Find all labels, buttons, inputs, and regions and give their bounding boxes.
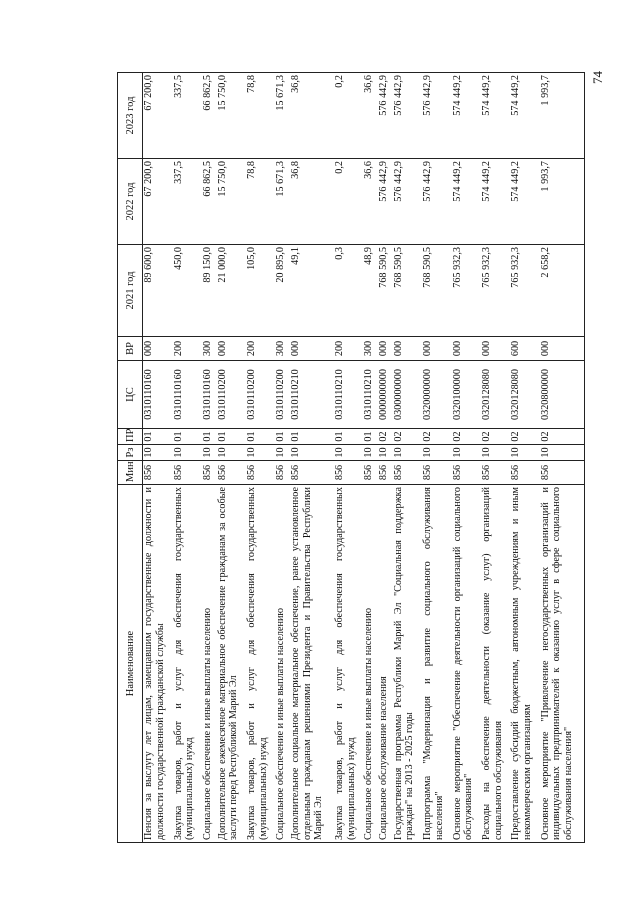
cell-y2023: 78,8 xyxy=(246,73,275,159)
cell-y2022: 574 449,2 xyxy=(452,159,481,245)
cell-min: 856 xyxy=(217,461,246,485)
cell-pr: 02 xyxy=(510,429,539,445)
cell-name: Предоставление субсидий бюджетным, автономным учреждениям и иным некоммерческим организациям xyxy=(510,485,539,843)
cell-vr: 000 xyxy=(217,337,246,361)
table-row xyxy=(452,73,481,843)
cell-y2021: 105,0 xyxy=(246,245,275,337)
table-row xyxy=(143,73,173,843)
table-row xyxy=(481,73,510,843)
cell-min: 856 xyxy=(422,461,451,485)
table-row xyxy=(510,73,539,843)
header-pr: ПР xyxy=(118,429,143,445)
cell-min: 856 xyxy=(540,461,584,485)
cell-rz: 10 xyxy=(275,445,290,461)
cell-y2023: 574 449,2 xyxy=(481,73,510,159)
cell-name: Дополнительное ежемесячное материальное обеспечение гражданам за особые заслуги перед Республикой Марий Эл xyxy=(217,485,246,843)
table-row xyxy=(378,73,393,843)
cell-cs: 0310110160 xyxy=(143,361,173,429)
cell-y2023: 36,6 xyxy=(363,73,378,159)
cell-y2021: 450,0 xyxy=(173,245,202,337)
cell-min: 856 xyxy=(363,461,378,485)
cell-y2021: 48,9 xyxy=(363,245,378,337)
cell-name: Закупка товаров, работ и услуг для обеспечения государственных (муниципальных) нужд xyxy=(173,485,202,843)
cell-min: 856 xyxy=(334,461,363,485)
cell-y2022: 15 671,3 xyxy=(275,159,290,245)
cell-rz: 10 xyxy=(452,445,481,461)
cell-y2021: 0,3 xyxy=(334,245,363,337)
table-row xyxy=(275,73,290,843)
cell-min: 856 xyxy=(246,461,275,485)
cell-vr: 000 xyxy=(422,337,451,361)
cell-pr: 02 xyxy=(378,429,393,445)
cell-vr: 000 xyxy=(540,337,584,361)
cell-rz: 10 xyxy=(334,445,363,461)
cell-min: 856 xyxy=(393,461,422,485)
cell-name: Дополнительное социальное материальное обеспечение, ранее установленное отдельным гражданам решениями Президента и Правительства Республики Марий Эл xyxy=(290,485,334,843)
cell-cs: 0310110200 xyxy=(246,361,275,429)
cell-name: Расходы на обеспечение деятельности (оказание услуг) организаций социального обслуживания xyxy=(481,485,510,843)
header-cs: ЦС xyxy=(118,361,143,429)
cell-y2022: 576 442,9 xyxy=(393,159,422,245)
cell-vr: 200 xyxy=(334,337,363,361)
cell-name: Социальное обслуживание населения xyxy=(378,485,393,843)
cell-y2022: 67 200,0 xyxy=(143,159,173,245)
cell-y2022: 78,8 xyxy=(246,159,275,245)
cell-y2022: 36,8 xyxy=(290,159,334,245)
cell-y2021: 765 932,3 xyxy=(481,245,510,337)
header-vr: ВР xyxy=(118,337,143,361)
cell-name: Основное мероприятие "Обеспечение деятельности организаций социального обслуживания" xyxy=(452,485,481,843)
cell-cs: 0320000000 xyxy=(422,361,451,429)
cell-name: Социальное обеспечение и иные выплаты населению xyxy=(275,485,290,843)
table-row xyxy=(290,73,334,843)
cell-y2023: 15 750,0 xyxy=(217,73,246,159)
cell-y2022: 576 442,9 xyxy=(422,159,451,245)
rotated-table-container xyxy=(117,73,585,843)
table-row xyxy=(202,73,217,843)
cell-name: Социальное обеспечение и иные выплаты населению xyxy=(202,485,217,843)
cell-y2021: 89 600,0 xyxy=(143,245,173,337)
table-row xyxy=(393,73,422,843)
cell-cs: 0310110210 xyxy=(334,361,363,429)
cell-vr: 000 xyxy=(290,337,334,361)
cell-vr: 300 xyxy=(275,337,290,361)
cell-pr: 02 xyxy=(540,429,584,445)
cell-pr: 01 xyxy=(363,429,378,445)
budget-table xyxy=(117,72,585,843)
cell-y2021: 49,1 xyxy=(290,245,334,337)
cell-rz: 10 xyxy=(143,445,173,461)
cell-pr: 01 xyxy=(246,429,275,445)
cell-vr: 000 xyxy=(393,337,422,361)
cell-name: Закупка товаров, работ и услуг для обеспечения государственных (муниципальных) нужд xyxy=(334,485,363,843)
cell-rz: 10 xyxy=(290,445,334,461)
cell-vr: 200 xyxy=(246,337,275,361)
table-filler-row xyxy=(584,73,585,843)
cell-cs: 0310110160 xyxy=(202,361,217,429)
cell-y2023: 337,5 xyxy=(173,73,202,159)
cell-pr: 01 xyxy=(173,429,202,445)
cell-pr: 01 xyxy=(217,429,246,445)
cell-y2021: 21 000,0 xyxy=(217,245,246,337)
cell-name: Социальное обеспечение и иные выплаты населению xyxy=(363,485,378,843)
table-header-row xyxy=(118,73,143,843)
cell-vr: 300 xyxy=(363,337,378,361)
table-row xyxy=(540,73,584,843)
cell-y2021: 765 932,3 xyxy=(510,245,539,337)
cell-rz: 10 xyxy=(540,445,584,461)
cell-pr: 01 xyxy=(143,429,173,445)
cell-y2021: 768 590,5 xyxy=(393,245,422,337)
cell-y2022: 66 862,5 xyxy=(202,159,217,245)
cell-pr: 01 xyxy=(202,429,217,445)
cell-cs: 0320128080 xyxy=(510,361,539,429)
cell-vr: 000 xyxy=(481,337,510,361)
cell-y2023: 574 449,2 xyxy=(510,73,539,159)
header-2021: 2021 год xyxy=(118,245,143,337)
cell-cs: 0310110210 xyxy=(363,361,378,429)
cell-y2023: 66 862,5 xyxy=(202,73,217,159)
cell-y2021: 2 658,2 xyxy=(540,245,584,337)
cell-min: 856 xyxy=(275,461,290,485)
cell-y2021: 768 590,5 xyxy=(422,245,451,337)
header-name: Наименование xyxy=(118,485,143,843)
cell-y2022: 574 449,2 xyxy=(510,159,539,245)
table-body xyxy=(143,73,585,843)
cell-y2023: 1 993,7 xyxy=(540,73,584,159)
table-row xyxy=(217,73,246,843)
cell-pr: 02 xyxy=(393,429,422,445)
cell-y2021: 20 895,0 xyxy=(275,245,290,337)
cell-pr: 02 xyxy=(422,429,451,445)
cell-rz: 10 xyxy=(422,445,451,461)
page-number: 74 xyxy=(590,71,605,84)
cell-rz: 10 xyxy=(202,445,217,461)
cell-y2023: 574 449,2 xyxy=(452,73,481,159)
header-min: Мин xyxy=(118,461,143,485)
cell-y2022: 15 750,0 xyxy=(217,159,246,245)
cell-min: 856 xyxy=(452,461,481,485)
cell-y2023: 15 671,3 xyxy=(275,73,290,159)
cell-y2022: 574 449,2 xyxy=(481,159,510,245)
cell-rz: 10 xyxy=(510,445,539,461)
table-row xyxy=(246,73,275,843)
cell-pr: 02 xyxy=(481,429,510,445)
cell-rz: 10 xyxy=(217,445,246,461)
cell-y2022: 576 442,9 xyxy=(378,159,393,245)
cell-y2023: 576 442,9 xyxy=(393,73,422,159)
cell-pr: 01 xyxy=(290,429,334,445)
cell-y2023: 36,8 xyxy=(290,73,334,159)
cell-y2021: 768 590,5 xyxy=(378,245,393,337)
cell-pr: 01 xyxy=(334,429,363,445)
header-2022: 2022 год xyxy=(118,159,143,245)
cell-pr: 02 xyxy=(452,429,481,445)
cell-vr: 600 xyxy=(510,337,539,361)
cell-y2021: 765 932,3 xyxy=(452,245,481,337)
cell-y2022: 36,6 xyxy=(363,159,378,245)
cell-y2021: 89 150,0 xyxy=(202,245,217,337)
cell-rz: 10 xyxy=(393,445,422,461)
cell-cs: 0310110160 xyxy=(173,361,202,429)
cell-min: 856 xyxy=(378,461,393,485)
cell-cs: 0000000000 xyxy=(378,361,393,429)
cell-y2022: 1 993,7 xyxy=(540,159,584,245)
table-row xyxy=(334,73,363,843)
cell-name: Пенсия за выслугу лет лицам, замещавшим государственные должности и должности государственной гражданской службы xyxy=(143,485,173,843)
cell-vr: 300 xyxy=(202,337,217,361)
cell-min: 856 xyxy=(481,461,510,485)
cell-y2022: 0,2 xyxy=(334,159,363,245)
table-row xyxy=(363,73,378,843)
cell-cs: 0310110210 xyxy=(290,361,334,429)
cell-y2023: 0,2 xyxy=(334,73,363,159)
cell-min: 856 xyxy=(143,461,173,485)
cell-cs: 0320128080 xyxy=(481,361,510,429)
cell-min: 856 xyxy=(510,461,539,485)
cell-vr: 000 xyxy=(378,337,393,361)
cell-min: 856 xyxy=(290,461,334,485)
cell-cs: 0310110200 xyxy=(275,361,290,429)
cell-rz: 10 xyxy=(378,445,393,461)
cell-y2023: 67 200,0 xyxy=(143,73,173,159)
cell-name: Подпрограмма "Модернизация и развитие социального обслуживания населения" xyxy=(422,485,451,843)
cell-y2023: 576 442,9 xyxy=(378,73,393,159)
cell-name: Государственная программа Республики Марий Эл "Социальная поддержка граждан" на 2013 - 2025 годы xyxy=(393,485,422,843)
cell-vr: 000 xyxy=(143,337,173,361)
cell-cs: 0320100000 xyxy=(452,361,481,429)
header-rz: Рз xyxy=(118,445,143,461)
cell-name: Закупка товаров, работ и услуг для обеспечения государственных (муниципальных) нужд xyxy=(246,485,275,843)
cell-name: Основное мероприятие "Привлечение негосударственных организаций и индивидуальных предпринимателей к оказанию услуг в сфере социального обслуживания населения" xyxy=(540,485,584,843)
cell-y2023: 576 442,9 xyxy=(422,73,451,159)
table-row xyxy=(173,73,202,843)
cell-pr: 01 xyxy=(275,429,290,445)
cell-rz: 10 xyxy=(363,445,378,461)
cell-min: 856 xyxy=(202,461,217,485)
cell-rz: 10 xyxy=(246,445,275,461)
cell-cs: 0320800000 xyxy=(540,361,584,429)
cell-vr: 200 xyxy=(173,337,202,361)
cell-rz: 10 xyxy=(173,445,202,461)
cell-cs: 0300000000 xyxy=(393,361,422,429)
cell-vr: 000 xyxy=(452,337,481,361)
cell-y2022: 337,5 xyxy=(173,159,202,245)
table-row xyxy=(422,73,451,843)
header-2023: 2023 год xyxy=(118,73,143,159)
cell-rz: 10 xyxy=(481,445,510,461)
cell-min: 856 xyxy=(173,461,202,485)
cell-cs: 0310110200 xyxy=(217,361,246,429)
